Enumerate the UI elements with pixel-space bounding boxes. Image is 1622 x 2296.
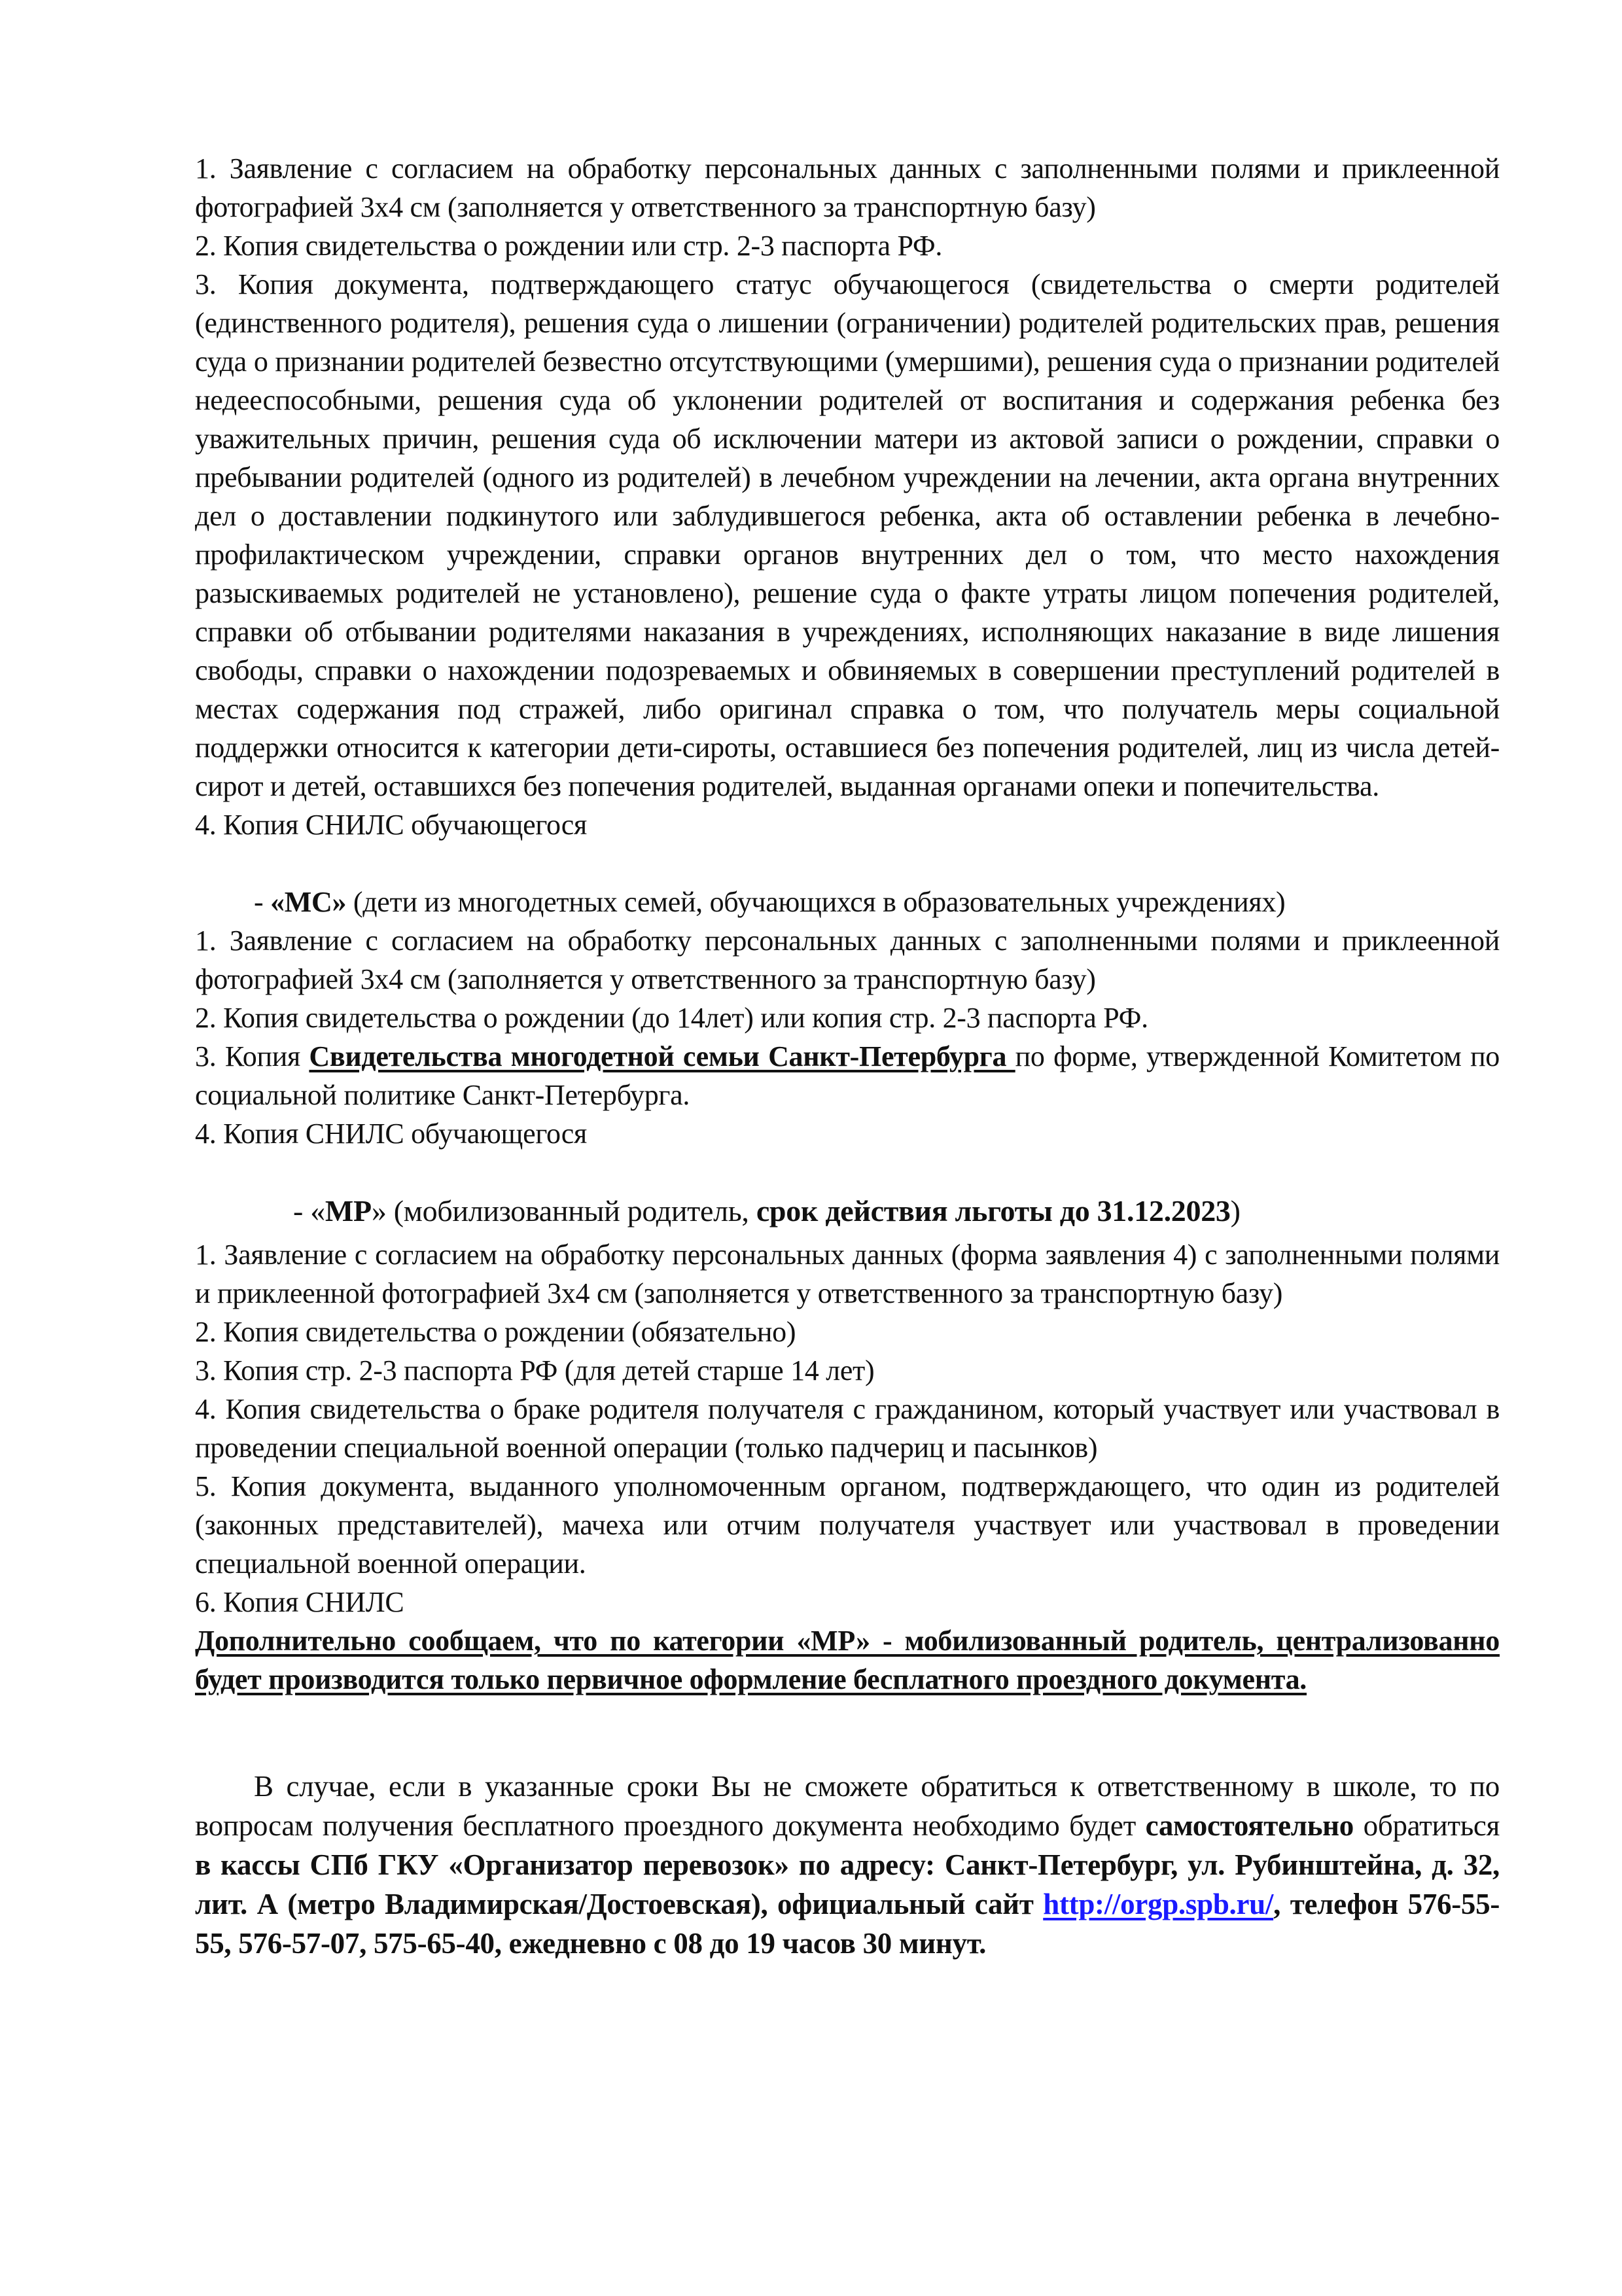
category-code-ms: «МС» bbox=[270, 886, 347, 918]
benefit-expiry: срок действия льготы до 31.12.2023 bbox=[756, 1194, 1231, 1227]
list-item: 6. Копия СНИЛС bbox=[195, 1586, 404, 1618]
list-item: 4. Копия СНИЛС обучающегося bbox=[195, 1118, 587, 1150]
list-item: 2. Копия свидетельства о рождении (до 14лет) или копия стр. 2-3 паспорта РФ. bbox=[195, 1002, 1148, 1034]
heading-dash: - bbox=[254, 886, 271, 918]
official-site-link[interactable]: http://orgp.spb.ru/ bbox=[1043, 1888, 1274, 1920]
document-page bbox=[195, 149, 1500, 1992]
mr-requirements-list bbox=[195, 1235, 1500, 1621]
list-item: 4. Копия СНИЛС обучающегося bbox=[195, 809, 587, 841]
spacer bbox=[195, 1699, 1500, 1737]
list-item: 2. Копия свидетельства о рождении (обязательно) bbox=[195, 1316, 796, 1348]
list-item: 2. Копия свидетельства о рождении или стр. 2-3 паспорта РФ. bbox=[195, 230, 943, 262]
category-code-mr: МР bbox=[325, 1194, 372, 1227]
mr-notice: Дополнительно сообщаем, что по категории «МР» - мобилизованный родитель, централизованно будет производится только первичное оформление бесплатного проездного документа. bbox=[195, 1625, 1500, 1695]
spacer bbox=[195, 844, 1500, 883]
section-heading-ms bbox=[195, 883, 1500, 921]
orphans-requirements-list bbox=[195, 149, 1500, 844]
list-item: 5. Копия документа, выданного уполномоченным органом, подтверждающего, что один из родителей (законных представителей), мачеха или отчим получателя участвует или участвовал в проведении специальной военной операции. bbox=[195, 1470, 1500, 1580]
office-address: в кассы СПб ГКУ «Организатор перевозок» по адресу: Санкт-Петербург, ул. Рубинштейна, д. 32, лит. А (метро Владимирская/Достоевская), официальный сайт bbox=[195, 1848, 1500, 1920]
list-item: 4. Копия свидетельства о браке родителя получателя с гражданином, который участвует или участвовал в проведении специальной военной операции (только падчериц и пасынков) bbox=[195, 1393, 1500, 1464]
ms-requirements-list bbox=[195, 921, 1500, 1153]
list-item: 3. Копия документа, подтверждающего статус обучающегося (свидетельства о смерти родителей (единственного родителя), решения суда о лишении (ограничении) родителей родительских прав, решения суда о признании родителей безвестно отсутствующими (умершими), решения суда о признании родителей недееспособными, решения суда об уклонении родителей от воспитания и содержания ребенка без уважительных причин, решения суда об исключении матери из актовой записи о рождении, справки о пребывании родителей (одного из родителей) в лечебном учреждении на лечении, акта органа внутренних дел о доставлении подкинутого или заблудившегося ребенка, акта об оставлении ребенка в лечебно-профилактическом учреждении, справки органов внутренних дел о том, что место нахождения разыскиваемых родителей не установлено), решение суда о факте утраты лицом попечения родителей, справки об отбывании родителями наказания в учреждениях, исполняющих наказание в виде лишения свободы, справки о нахождении подозреваемых и обвиняемых в совершении преступлений родителей в местах содержания под стражей, либо оригинал справка о том, что получатель меры социальной поддержки относится к категории дети-сироты, оставшиеся без попечения родителей, лиц из числа детей-сирот и детей, оставшихся без попечения родителей, выданная органами опеки и попечительства. bbox=[195, 268, 1500, 802]
category-description: (дети из многодетных семей, обучающихся в образовательных учреждениях) bbox=[346, 886, 1286, 918]
list-item: 1. Заявление с согласием на обработку персональных данных (форма заявления 4) с заполненными полями и приклеенной фотографией 3х4 см (заполняется у ответственного за транспортную базу) bbox=[195, 1239, 1500, 1309]
section-heading-mr: - «МР» (мобилизованный родитель, срок действия льготы до 31.12.2023) bbox=[293, 1194, 1241, 1227]
certificate-title: Свидетельства многодетной семьи Санкт-Петербурга bbox=[309, 1040, 1015, 1072]
phone-and-hours: , телефон 576-55-55, 576-57-07, 575-65-40, ежедневно с 08 до 19 часов 30 минут. bbox=[195, 1888, 1500, 1960]
list-item: 1. Заявление с согласием на обработку персональных данных с заполненными полями и приклеенной фотографией 3х4 см (заполняется у ответственного за транспортную базу) bbox=[195, 152, 1500, 223]
closing-paragraph: В случае, если в указанные сроки Вы не сможете обратиться к ответственному в школе, то по вопросам получения бесплатного проездного документа необходимо будет самостоятельно обратиться в кассы СПб ГКУ «Организатор перевозок» по адресу: Санкт-Петербург, ул. Рубинштейна, д. 32, лит. А (метро Владимирская/Достоевская), официальный сайт http://orgp.spb.ru/, телефон 576-55-55, 576-57-07, 575-65-40, ежедневно с 08 до 19 часов 30 минут. bbox=[195, 1770, 1500, 1960]
list-item: 3. Копия Свидетельства многодетной семьи Санкт-Петербурга по форме, утвержденной Комитетом по социальной политике Санкт-Петербурга. bbox=[195, 1040, 1500, 1111]
list-item: 3. Копия стр. 2-3 паспорта РФ (для детей старше 14 лет) bbox=[195, 1354, 875, 1386]
list-item: 1. Заявление с согласием на обработку персональных данных с заполненными полями и приклеенной фотографией 3х4 см (заполняется у ответственного за транспортную базу) bbox=[195, 925, 1500, 995]
spacer bbox=[195, 1153, 1500, 1192]
